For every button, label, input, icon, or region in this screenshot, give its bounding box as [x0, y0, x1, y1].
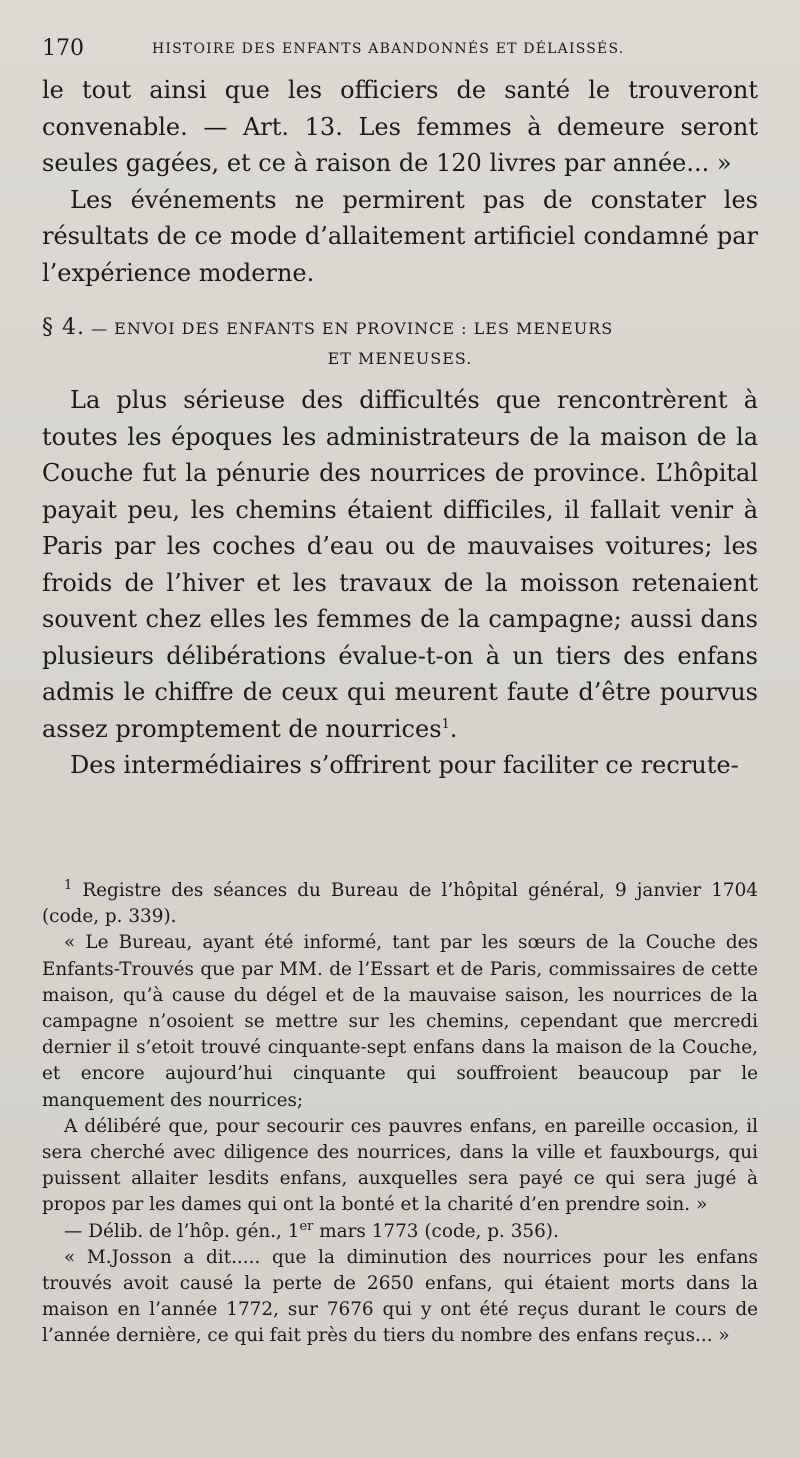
footnote-citation-delib: [42, 1219, 758, 1245]
paragraph-evenements: Les événements ne permirent pas de constater les résultats de ce mode d’allaitement artificiel condamné par l’expérience moderne.: [42, 185, 758, 287]
footnote-1-text: Registre des séances du Bureau de l’hôpital général, 9 janvier 1704 (code, p. 339).: [42, 880, 758, 928]
footnote-reference: 1: [441, 716, 450, 732]
paragraph-difficultes-end: .: [449, 714, 458, 743]
footnote-citation-sup: er: [299, 1218, 314, 1234]
running-title: HISTOIRE DES ENFANTS ABANDONNÉS ET DÉLAISSÉS.: [152, 41, 625, 57]
main-text: [42, 72, 758, 784]
page-header: [42, 36, 758, 66]
footnote-quote-josson: « M.Josson a dit..... que la diminution des nourrices pour les enfans trouvés avoit causé la perte de 2650 enfans, qui étaient morts dans la maison en l’année 1772, sur 7676 qui y ont été reçus durant le cours de l’année dernière, ce qui fait près du tiers du nombre des enfans reçus... »: [42, 1246, 758, 1347]
page-number: 170: [42, 36, 84, 61]
section-title-line-1: — ENVOI DES ENFANTS EN PROVINCE : LES MENEURS: [91, 319, 614, 338]
section-heading: [42, 313, 758, 374]
footnote-quote-bureau: « Le Bureau, ayant été informé, tant par les sœurs de la Couche des Enfants-Trouvés que par MM. de l’Essart et de Paris, commissaires de cette maison, qu’à cause du dégel et de la mauvaise saison, les nourrices de la campagne n’osoient se mettre sur les chemins, cependant que mercredi dernier il s’etoit trouvé cinquante-sept enfans dans la maison de la Couche, et encore aujourd’hui cinquante qui souffroient beaucoup par le manquement des nourrices;: [42, 932, 758, 1111]
section-number: § 4.: [42, 315, 85, 340]
footnotes: [42, 878, 758, 1350]
footnote-citation-post: mars 1773 (code, p. 356).: [313, 1220, 559, 1242]
section-title-line-2: ET MENEUSES.: [327, 349, 473, 368]
footnote-quote-delibere: A délibéré que, pour secourir ces pauvres enfans, en pareille occasion, il sera cherché avec diligence des nourrices, dans la ville et fauxbourgs, qui puissent allaiter lesdits enfans, auxquelles sera payé ce qui sera jugé à propos par les dames qui ont la bonté et la charité d’en prendre soin. »: [42, 1115, 758, 1216]
paragraph-intermediaires: Des intermédiaires s’offrirent pour faciliter ce recrute-: [70, 751, 739, 779]
paragraph-difficultes: [42, 382, 758, 747]
footnote-marker: 1: [64, 877, 73, 893]
section-heading-line-1: [42, 313, 758, 344]
paragraph-difficultes-text: La plus sérieuse des difficultés que rencontrèrent à toutes les époques les administrateurs de la maison de la Couche fut la pénurie des nourrices de province. L’hôpital payait peu, les chemins étaient difficiles, il fallait venir à Paris par les coches d’eau ou de mauvaises voitures; les froids de l’hiver et les travaux de la moisson retenaient souvent chez elles les femmes de la campagne; aussi dans plusieurs délibérations évalue-t-on à un tiers des enfans admis le chiffre de ceux qui meurent faute d’être pourvus assez promptement de nourrices: [42, 386, 758, 743]
footnote-citation-pre: — Délib. de l’hôp. gén., 1: [64, 1220, 300, 1242]
paragraph-continuation: le tout ainsi que les officiers de santé le trouveront convenable. — Art. 13. Les femmes à demeure seront seules gagées, et ce à raison de 120 livres par année... »: [42, 76, 758, 177]
footnote-1: [42, 878, 758, 930]
